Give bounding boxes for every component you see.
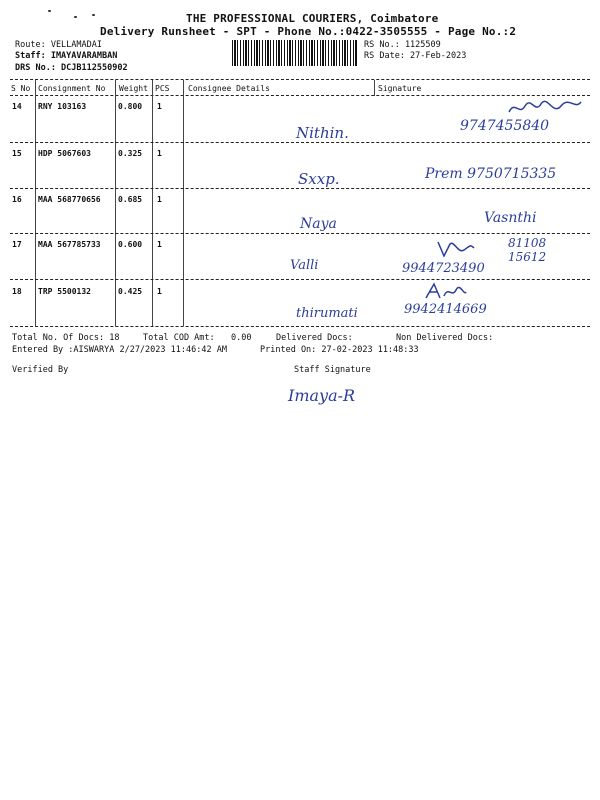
col-header-signature: Signature [378,84,422,93]
row-divider [10,188,590,189]
row-sno: 18 [12,287,22,296]
row-divider [10,326,590,327]
row-pcs: 1 [157,287,162,296]
rs-date: RS Date: 27-Feb-2023 [364,51,467,61]
col-header-weight: Weight [119,84,148,93]
staff-signature-handwriting: Imaya-R [288,386,356,405]
row-pcs: 1 [157,102,162,111]
row-weight: 0.425 [118,287,143,296]
consignee-handwriting: Nithin. [296,124,349,142]
row-weight: 0.600 [118,240,143,249]
row-weight: 0.685 [118,195,143,204]
entered-by: Entered By :AISWARYA 2/27/2023 11:46:42 AM [12,345,227,355]
scan-speck [92,14,95,16]
col-header-consignment: Consignment No [38,84,106,93]
scan-speck [48,10,51,12]
company-title: THE PROFESSIONAL COURIERS, Coimbatore [186,12,439,25]
col-divider [183,80,184,326]
drs-number: DRS No.: DCJB112550902 [15,63,128,73]
signature-handwriting: 9942414669 [404,302,487,317]
row-divider [10,142,590,143]
col-header-pcs: PCS [155,84,170,93]
rs-number: RS No.: 1125509 [364,40,441,50]
non-delivered-docs: Non Delivered Docs: [396,333,494,343]
signature-handwriting: 9747455840 [460,118,550,134]
staff-signature-label: Staff Signature [294,365,371,375]
col-divider [35,80,36,326]
barcode [232,40,358,66]
signature-handwriting: Vasnthi [484,210,537,226]
total-cod-label: Total COD Amt: [143,333,215,343]
row-sno: 17 [12,240,22,249]
signature-handwriting: 9944723490 [402,261,485,276]
col-divider [115,80,116,326]
scan-speck [74,16,77,18]
row-pcs: 1 [157,240,162,249]
row-consignment: HDP 5067603 [38,149,91,158]
row-divider [10,279,590,280]
row-consignment: TRP 5500132 [38,287,91,296]
consignee-handwriting: Naya [300,216,337,232]
consignee-handwriting: Valli [290,258,319,273]
signature-extra-handwriting: 81108 15612 [508,236,547,264]
row-pcs: 1 [157,149,162,158]
row-consignment: RNY 103163 [38,102,87,111]
row-sno: 16 [12,195,22,204]
col-header-sno: S No [11,84,31,93]
col-divider [152,80,153,326]
consignee-handwriting: Sxxp. [298,170,340,188]
row-weight: 0.800 [118,102,143,111]
col-divider [374,80,375,96]
table-top-divider [10,79,590,80]
total-docs: Total No. Of Docs: 18 [12,333,120,343]
runsheet-subtitle: Delivery Runsheet - SPT - Phone No.:0422-3505555 - Page No.:2 [100,25,517,38]
table-header-divider [10,95,590,96]
col-header-consignee: Consignee Details [188,84,270,93]
signature-scribble [436,238,476,260]
row-divider [10,233,590,234]
signature-handwriting: Prem 9750715335 [425,166,557,182]
printed-on: Printed On: 27-02-2023 11:48:33 [260,345,419,355]
row-consignment: MAA 568770656 [38,195,101,204]
route-label: Route: VELLAMADAI [15,40,102,50]
row-pcs: 1 [157,195,162,204]
staff-label: Staff: IMAYAVARAMBAN [15,51,118,61]
consignee-handwriting: thirumati [296,306,358,321]
row-consignment: MAA 567785733 [38,240,101,249]
row-weight: 0.325 [118,149,143,158]
signature-scribble [424,282,468,302]
verified-by-label: Verified By [12,365,69,375]
delivered-docs: Delivered Docs: [276,333,353,343]
row-sno: 15 [12,149,22,158]
row-sno: 14 [12,102,22,111]
total-cod-value: 0.00 [231,333,252,343]
signature-scribble [505,96,585,120]
